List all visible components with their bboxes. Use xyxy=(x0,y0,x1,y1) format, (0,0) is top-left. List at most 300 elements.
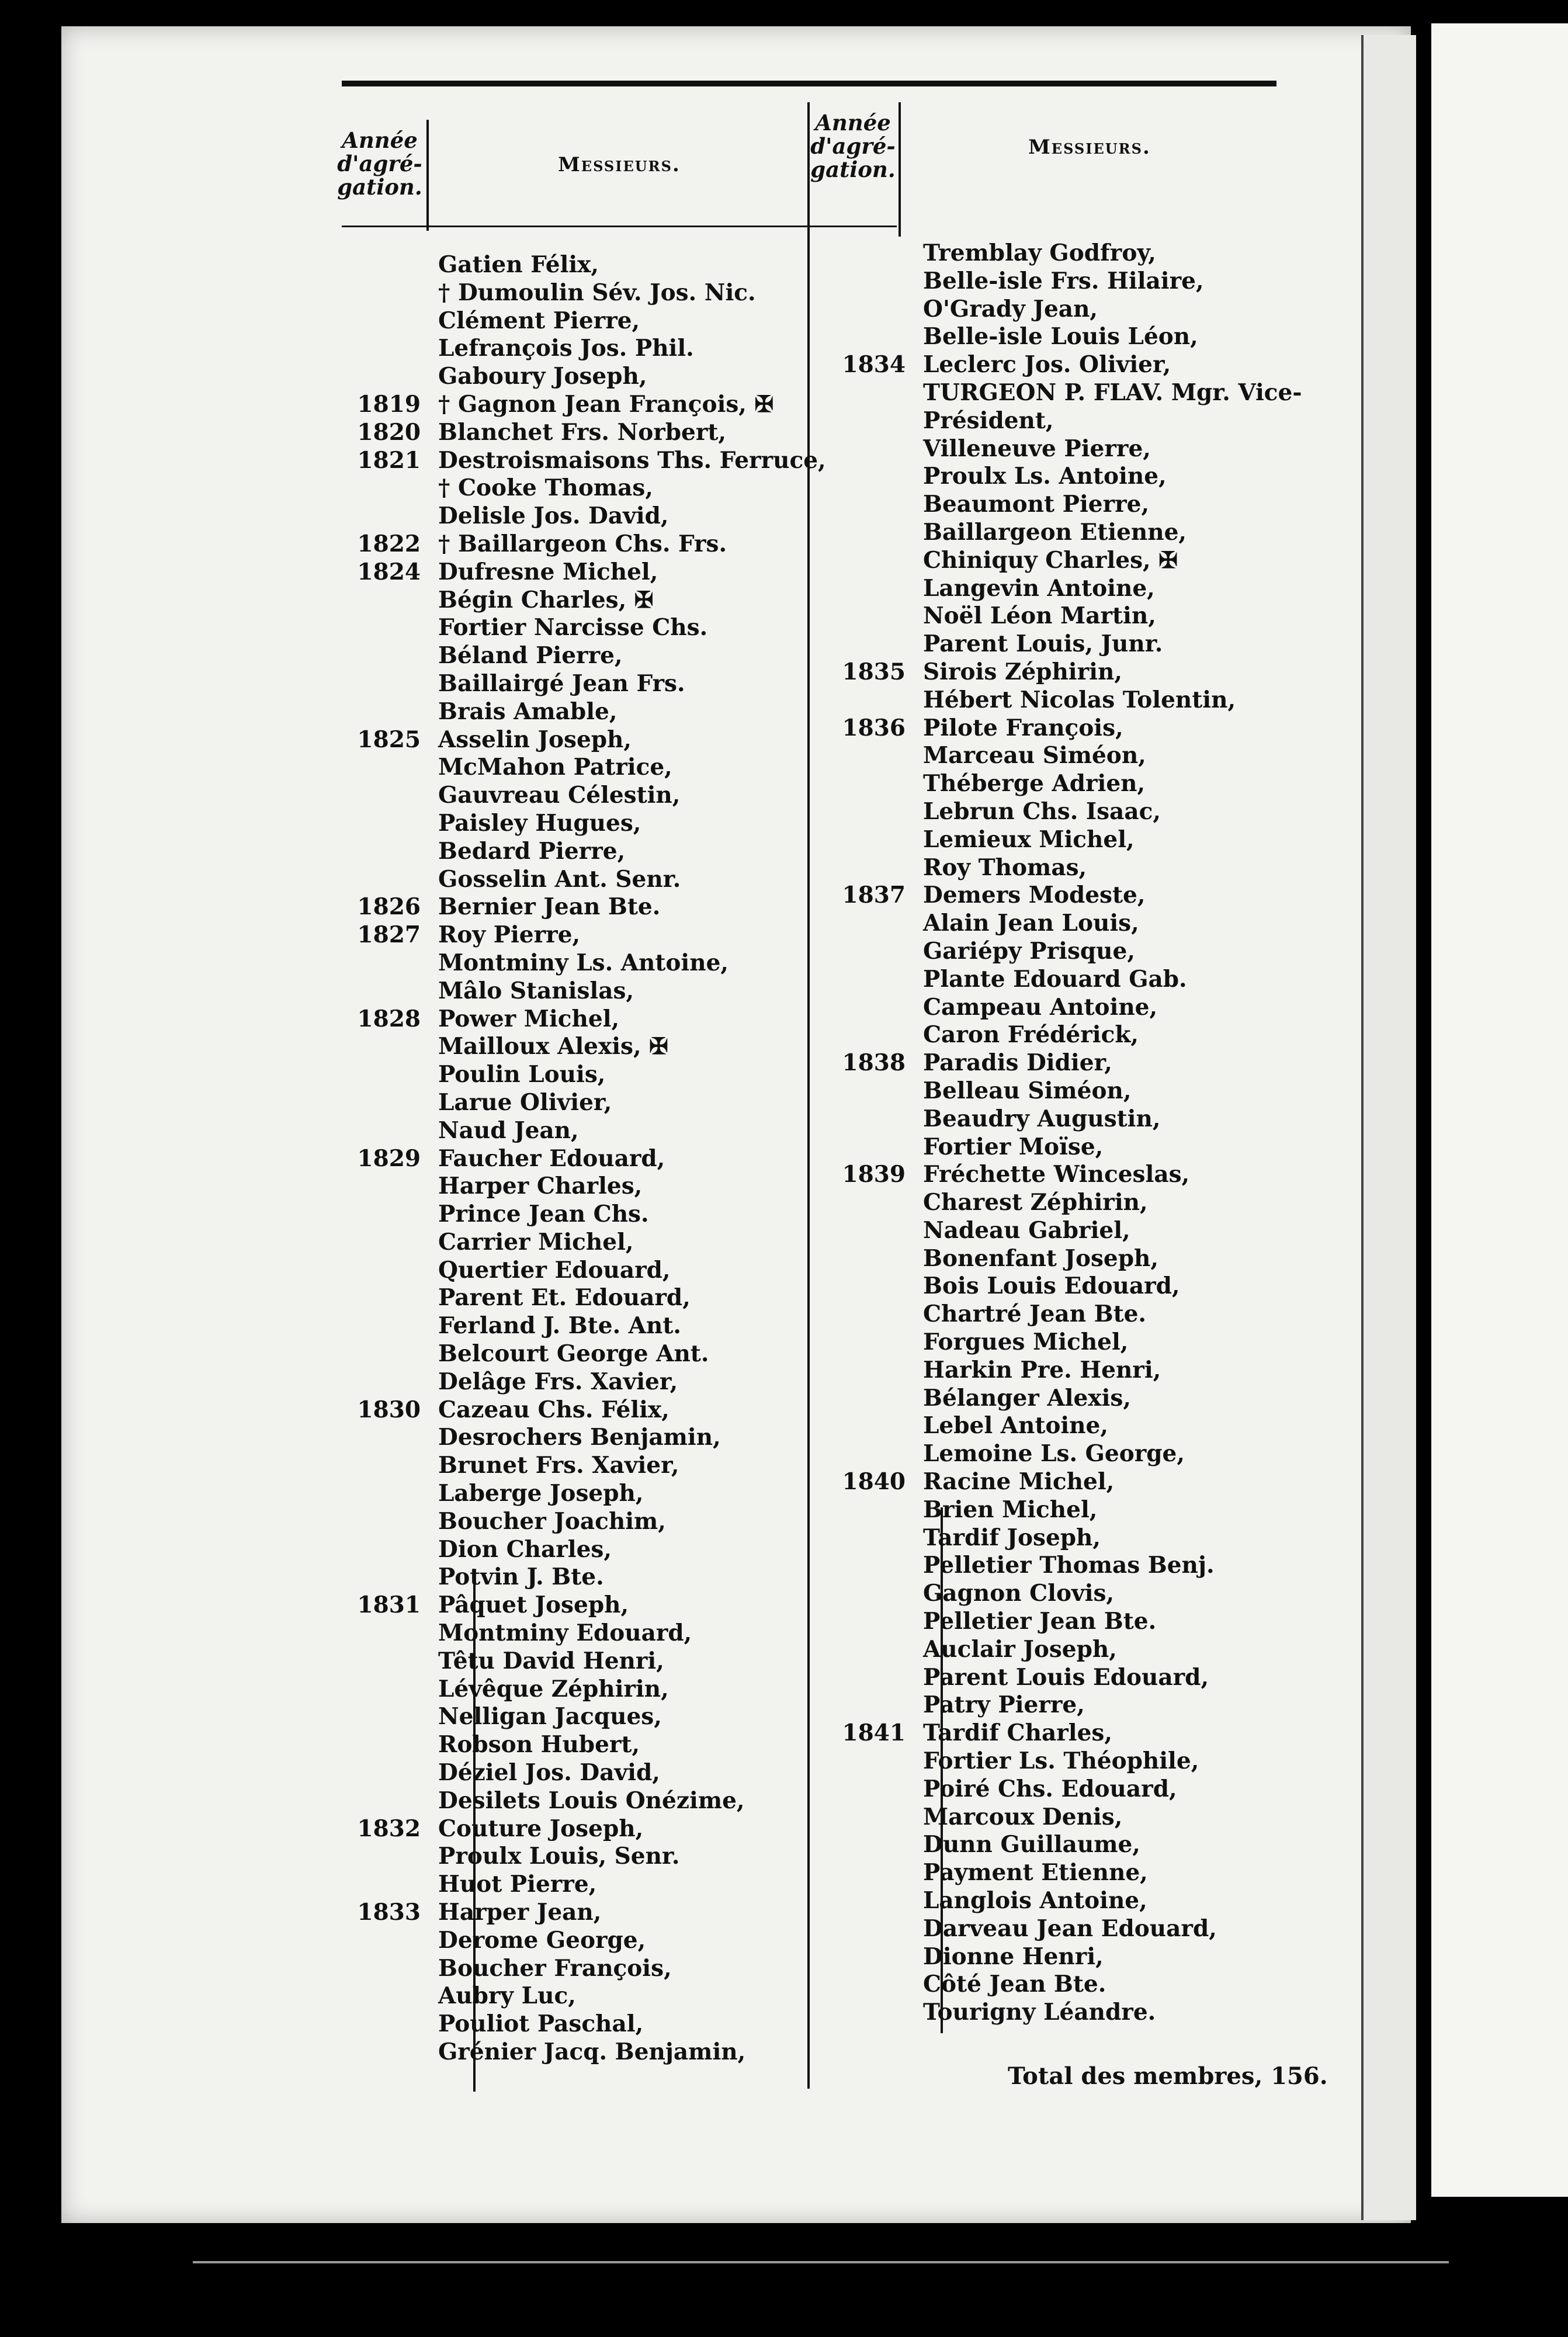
member-name: Marceau Siméon, xyxy=(923,742,1146,769)
member-name: Racine Michel, xyxy=(923,1468,1115,1496)
aggregation-year xyxy=(835,1385,923,1413)
aggregation-year xyxy=(351,502,438,530)
member-name: Fortier Ls. Théophile, xyxy=(923,1747,1199,1775)
aggregation-year xyxy=(835,1859,923,1887)
member-row xyxy=(351,1284,826,1312)
member-name: Tardif Charles, xyxy=(923,1719,1112,1747)
aggregation-year: 1827 xyxy=(357,921,421,949)
member-name: Nelligan Jacques, xyxy=(438,1703,662,1731)
member-row xyxy=(351,1396,826,1424)
aggregation-year: 1826 xyxy=(357,893,421,921)
member-row xyxy=(835,1049,1302,1077)
member-name: Parent Louis, Junr. xyxy=(923,630,1163,658)
aggregation-year xyxy=(835,1524,923,1552)
member-name: Lemoine Ls. George, xyxy=(923,1440,1185,1468)
member-name: Auclair Joseph, xyxy=(923,1635,1117,1663)
aggregation-year xyxy=(351,838,438,866)
member-name: Bernier Jean Bte. xyxy=(438,893,661,921)
aggregation-year xyxy=(835,1021,923,1049)
member-row xyxy=(835,519,1302,547)
member-name: Têtu David Henri, xyxy=(438,1647,664,1674)
member-row xyxy=(351,2038,826,2066)
member-row xyxy=(351,1703,826,1731)
member-name: Président, xyxy=(923,407,1054,434)
member-name: Harper Charles, xyxy=(438,1173,643,1200)
member-row xyxy=(351,1005,826,1034)
member-name: Poiré Chs. Edouard, xyxy=(923,1775,1177,1802)
member-row xyxy=(351,1229,826,1257)
aggregation-year: 1819 xyxy=(357,390,421,418)
member-row xyxy=(351,1648,826,1676)
member-name: Tourigny Léandre. xyxy=(923,1999,1156,2026)
year-header-left xyxy=(336,129,424,199)
header-rule xyxy=(342,226,897,227)
member-row xyxy=(351,1257,826,1285)
aggregation-year xyxy=(835,1608,923,1636)
member-row xyxy=(351,1173,826,1201)
member-row xyxy=(835,938,1302,966)
member-name: Brunet Frs. Xavier, xyxy=(438,1452,679,1479)
member-name: Paisley Hugues, xyxy=(438,809,641,837)
member-name: Parent Louis Edouard, xyxy=(923,1663,1209,1691)
member-row xyxy=(835,1357,1302,1385)
member-name: McMahon Patrice, xyxy=(438,754,672,781)
member-name: Lemieux Michel, xyxy=(923,826,1135,853)
member-row xyxy=(351,1368,826,1396)
aggregation-year: 1840 xyxy=(842,1468,906,1496)
member-row xyxy=(835,1776,1302,1804)
aggregation-year xyxy=(835,1636,923,1664)
aggregation-year: 1831 xyxy=(357,1591,421,1619)
year-header-line2: d'agré- xyxy=(810,133,896,159)
aggregation-year xyxy=(351,1340,438,1368)
aggregation-year xyxy=(835,1580,923,1608)
member-row xyxy=(835,1272,1302,1301)
member-row xyxy=(351,335,826,363)
aggregation-year xyxy=(835,1552,923,1580)
aggregation-year xyxy=(351,1201,438,1229)
aggregation-year xyxy=(835,1971,923,1999)
aggregation-year xyxy=(351,2038,438,2066)
member-name: Villeneuve Pierre, xyxy=(923,435,1151,462)
member-row xyxy=(351,614,826,642)
member-name: Pelletier Jean Bte. xyxy=(923,1608,1157,1635)
member-row xyxy=(351,1676,826,1704)
member-name: Noël Léon Martin, xyxy=(923,602,1156,630)
aggregation-year: 1836 xyxy=(842,714,906,741)
member-name: Larue Olivier, xyxy=(438,1088,612,1116)
aggregation-year xyxy=(835,1831,923,1859)
member-row xyxy=(351,1201,826,1229)
member-name: Campeau Antoine, xyxy=(923,993,1158,1021)
aggregation-year xyxy=(351,1955,438,1983)
member-row xyxy=(835,575,1302,603)
member-name: Fréchette Winceslas, xyxy=(923,1161,1190,1188)
aggregation-year xyxy=(351,698,438,726)
member-name: Patry Pierre, xyxy=(923,1691,1085,1719)
member-name: Roy Thomas, xyxy=(923,854,1087,881)
member-name: Montminy Ls. Antoine, xyxy=(438,949,729,976)
member-row xyxy=(351,893,826,921)
aggregation-year xyxy=(835,1943,923,1971)
aggregation-year xyxy=(351,670,438,698)
member-name: TURGEON P. FLAV. Mgr. Vice- xyxy=(923,379,1302,406)
member-name: Desrochers Benjamin, xyxy=(438,1424,721,1451)
member-row xyxy=(351,474,826,502)
aggregation-year xyxy=(351,474,438,502)
member-name: Blanchet Frs. Norbert, xyxy=(438,418,727,446)
member-name: Parent Et. Edouard, xyxy=(438,1284,691,1312)
member-row xyxy=(835,1133,1302,1161)
member-row xyxy=(835,1719,1302,1747)
member-row xyxy=(835,1747,1302,1776)
total-label: Total des membres, xyxy=(1008,2062,1263,2090)
member-name: Clément Pierre, xyxy=(438,307,640,334)
member-name: Langlois Antoine, xyxy=(923,1887,1147,1915)
member-row xyxy=(835,379,1302,407)
year-header-line1: Année xyxy=(342,127,418,153)
aggregation-year: 1832 xyxy=(357,1815,421,1842)
year-header-right xyxy=(809,111,897,181)
aggregation-year xyxy=(835,1189,923,1217)
member-row xyxy=(351,1340,826,1368)
member-row xyxy=(835,770,1302,798)
member-row xyxy=(835,1524,1302,1552)
member-name: Gosselin Ant. Senr. xyxy=(438,865,681,893)
divider-year-left xyxy=(426,120,429,231)
aggregation-year xyxy=(835,1887,923,1915)
aggregation-year xyxy=(351,1284,438,1312)
member-name: Desilets Louis Onézime, xyxy=(438,1787,745,1814)
aggregation-year xyxy=(835,1412,923,1440)
member-name: Mâlo Stanislas, xyxy=(438,977,634,1004)
member-row xyxy=(835,1161,1302,1189)
aggregation-year: 1825 xyxy=(357,726,421,753)
aggregation-year xyxy=(351,1536,438,1564)
member-name: Boucher François, xyxy=(438,1954,672,1982)
member-name: Langevin Antoine, xyxy=(923,574,1155,602)
member-name: Belle-isle Frs. Hilaire, xyxy=(923,267,1204,294)
member-name: Béland Pierre, xyxy=(438,642,623,670)
aggregation-year xyxy=(351,1759,438,1787)
member-row xyxy=(351,1843,826,1871)
names-header-left: Messieurs. xyxy=(558,153,681,176)
member-row xyxy=(351,1899,826,1927)
member-name: Dionne Henri, xyxy=(923,1943,1104,1970)
member-row xyxy=(835,1971,1302,1999)
year-header-line1: Année xyxy=(815,110,891,136)
aggregation-year xyxy=(835,1217,923,1245)
aggregation-year xyxy=(351,1452,438,1480)
aggregation-year xyxy=(835,910,923,938)
aggregation-year xyxy=(835,463,923,491)
aggregation-year: 1839 xyxy=(842,1161,906,1188)
member-name: Poulin Louis, xyxy=(438,1061,606,1088)
member-row xyxy=(351,419,826,447)
member-row xyxy=(351,1089,826,1117)
aggregation-year xyxy=(835,1301,923,1329)
member-row xyxy=(835,1468,1302,1496)
aggregation-year xyxy=(351,1480,438,1508)
member-name: Paradis Didier, xyxy=(923,1049,1112,1077)
member-row xyxy=(351,1955,826,1983)
member-row xyxy=(351,1061,826,1089)
aggregation-year xyxy=(835,296,923,324)
member-row xyxy=(351,1563,826,1591)
member-name: Dion Charles, xyxy=(438,1535,612,1563)
aggregation-year xyxy=(351,363,438,391)
aggregation-year xyxy=(351,1982,438,2010)
member-row xyxy=(351,2010,826,2038)
aggregation-year xyxy=(351,642,438,670)
member-row xyxy=(351,502,826,530)
aggregation-year xyxy=(835,686,923,715)
member-name: Caron Frédérick, xyxy=(923,1021,1139,1049)
member-name: Gagnon Clovis, xyxy=(923,1580,1115,1607)
member-name: Pelletier Thomas Benj. xyxy=(923,1552,1215,1579)
member-row xyxy=(835,1887,1302,1915)
aggregation-year xyxy=(835,966,923,994)
member-name: Grénier Jacq. Benjamin, xyxy=(438,2038,746,2065)
member-name: Dunn Guillaume, xyxy=(923,1831,1140,1858)
member-row xyxy=(351,1480,826,1508)
member-name: Derome George, xyxy=(438,1926,646,1954)
member-row xyxy=(351,1591,826,1620)
member-row xyxy=(835,1831,1302,1859)
member-name: Dufresne Michel, xyxy=(438,558,658,585)
member-name: Faucher Edouard, xyxy=(438,1145,665,1172)
aggregation-year xyxy=(835,798,923,826)
aggregation-year: 1841 xyxy=(842,1719,906,1747)
member-name: Delisle Jos. David, xyxy=(438,502,669,530)
member-row xyxy=(351,1871,826,1899)
year-header-line3: gation. xyxy=(810,157,896,182)
member-row xyxy=(835,742,1302,770)
aggregation-year xyxy=(351,1257,438,1285)
member-row xyxy=(835,1664,1302,1692)
member-row xyxy=(835,1943,1302,1971)
aggregation-year xyxy=(835,1077,923,1105)
member-row xyxy=(835,798,1302,826)
names-header-right: Messieurs. xyxy=(1028,136,1151,159)
aggregation-year xyxy=(351,335,438,363)
member-name: Robson Hubert, xyxy=(438,1731,640,1759)
member-row xyxy=(835,1329,1302,1357)
member-name: Boucher Joachim, xyxy=(438,1507,666,1535)
aggregation-year xyxy=(835,1999,923,2027)
member-row xyxy=(835,240,1302,268)
member-name: Fortier Narcisse Chs. xyxy=(438,614,708,642)
aggregation-year xyxy=(351,977,438,1005)
member-row xyxy=(835,268,1302,296)
member-row xyxy=(835,1608,1302,1636)
aggregation-year: 1830 xyxy=(357,1396,421,1423)
member-row xyxy=(351,838,826,866)
member-name: Déziel Jos. David, xyxy=(438,1759,660,1787)
member-name: Côté Jean Bte. xyxy=(923,1971,1106,1998)
aggregation-year xyxy=(835,770,923,798)
aggregation-year xyxy=(351,1061,438,1089)
member-name: Fortier Moïse, xyxy=(923,1133,1104,1160)
member-row xyxy=(351,251,826,279)
member-name: Gatien Félix, xyxy=(438,251,599,278)
member-row xyxy=(835,1301,1302,1329)
member-row xyxy=(351,363,826,391)
member-name: Carrier Michel, xyxy=(438,1228,634,1256)
aggregation-year: 1835 xyxy=(842,658,906,685)
aggregation-year xyxy=(835,630,923,658)
member-row xyxy=(351,1620,826,1648)
member-row xyxy=(835,435,1302,463)
member-row xyxy=(835,854,1302,882)
member-name: Gariépy Prisque, xyxy=(923,937,1135,965)
member-name: Aubry Luc, xyxy=(438,1982,576,2010)
aggregation-year xyxy=(835,1329,923,1357)
member-name: Beaumont Pierre, xyxy=(923,491,1150,518)
member-row xyxy=(835,1440,1302,1468)
aggregation-year: 1834 xyxy=(842,351,906,379)
aggregation-year xyxy=(835,1691,923,1719)
member-name: Bélanger Alexis, xyxy=(923,1384,1131,1412)
aggregation-year xyxy=(835,1440,923,1468)
member-row xyxy=(835,630,1302,658)
member-name: Proulx Louis, Senr. xyxy=(438,1843,680,1870)
aggregation-year xyxy=(351,587,438,615)
member-row xyxy=(835,323,1302,351)
member-row xyxy=(835,407,1302,435)
member-row xyxy=(351,1731,826,1759)
member-name: Bois Louis Edouard, xyxy=(923,1272,1180,1300)
member-name: Lefrançois Jos. Phil. xyxy=(438,335,694,362)
divider-year-right xyxy=(899,102,901,237)
member-name: Quertier Edouard, xyxy=(438,1256,671,1284)
member-row xyxy=(835,491,1302,519)
member-row xyxy=(835,1245,1302,1273)
aggregation-year xyxy=(351,949,438,977)
member-row xyxy=(835,1999,1302,2027)
member-row xyxy=(351,1982,826,2010)
aggregation-year xyxy=(351,1089,438,1117)
aggregation-year xyxy=(835,994,923,1022)
member-row xyxy=(835,882,1302,910)
member-row xyxy=(835,1915,1302,1943)
aggregation-year xyxy=(351,2010,438,2038)
aggregation-year xyxy=(351,782,438,810)
left-member-list xyxy=(351,251,826,2066)
member-name: Bégin Charles, ✠ xyxy=(438,586,654,613)
aggregation-year xyxy=(835,240,923,268)
aggregation-year xyxy=(835,854,923,882)
member-name: Belcourt George Ant. xyxy=(438,1340,709,1368)
member-row xyxy=(835,1496,1302,1524)
aggregation-year xyxy=(351,251,438,279)
right-member-list xyxy=(835,240,1302,2027)
member-row xyxy=(351,1787,826,1815)
member-row xyxy=(351,977,826,1005)
member-name: Forgues Michel, xyxy=(923,1329,1129,1356)
aggregation-year: 1822 xyxy=(357,530,421,557)
member-row xyxy=(351,1536,826,1564)
member-name: Lebel Antoine, xyxy=(923,1412,1108,1440)
member-name: Gaboury Joseph, xyxy=(438,363,647,390)
member-name: Sirois Zéphirin, xyxy=(923,658,1122,685)
member-row xyxy=(351,1759,826,1787)
member-name: Brien Michel, xyxy=(923,1496,1098,1523)
member-row xyxy=(835,966,1302,994)
member-name: Harkin Pre. Henri, xyxy=(923,1356,1161,1384)
aggregation-year: 1833 xyxy=(357,1899,421,1926)
aggregation-year: 1829 xyxy=(357,1145,421,1172)
aggregation-year xyxy=(835,1105,923,1133)
aggregation-year xyxy=(351,1229,438,1257)
member-name: O'Grady Jean, xyxy=(923,295,1098,323)
member-name: Bonenfant Joseph, xyxy=(923,1244,1158,1272)
member-row xyxy=(351,559,826,587)
aggregation-year xyxy=(835,1496,923,1524)
member-name: Destroismaisons Ths. Ferruce, xyxy=(438,446,826,474)
aggregation-year xyxy=(351,279,438,307)
member-row xyxy=(351,1117,826,1145)
member-name: Asselin Joseph, xyxy=(438,726,632,753)
member-row xyxy=(835,910,1302,938)
member-name: Baillargeon Etienne, xyxy=(923,518,1187,546)
member-row xyxy=(835,463,1302,491)
member-name: Cazeau Chs. Félix, xyxy=(438,1396,669,1423)
member-row xyxy=(835,826,1302,854)
member-name: Brais Amable, xyxy=(438,698,618,725)
member-row xyxy=(835,1217,1302,1245)
member-row xyxy=(835,1859,1302,1887)
member-row xyxy=(835,296,1302,324)
member-row xyxy=(351,810,826,838)
member-row xyxy=(835,994,1302,1022)
aggregation-year xyxy=(835,602,923,630)
aggregation-year xyxy=(835,742,923,770)
aggregation-year xyxy=(351,307,438,335)
member-row xyxy=(351,782,826,810)
member-name: Plante Edouard Gab. xyxy=(923,965,1187,993)
aggregation-year xyxy=(351,1927,438,1955)
aggregation-year xyxy=(351,1117,438,1145)
aggregation-year xyxy=(351,1787,438,1815)
member-name: Tremblay Godfroy, xyxy=(923,240,1156,266)
aggregation-year xyxy=(835,435,923,463)
aggregation-year xyxy=(835,323,923,351)
member-name: Hébert Nicolas Tolentin, xyxy=(923,686,1236,713)
total-value: 156. xyxy=(1271,2062,1328,2090)
member-name: † Gagnon Jean François, ✠ xyxy=(438,390,774,418)
aggregation-year xyxy=(835,547,923,575)
member-row xyxy=(835,686,1302,715)
member-name: Payment Etienne, xyxy=(923,1859,1148,1887)
member-name: Roy Pierre, xyxy=(438,921,581,949)
aggregation-year xyxy=(351,1731,438,1759)
member-row xyxy=(835,1385,1302,1413)
member-name: Prince Jean Chs. xyxy=(438,1201,649,1228)
aggregation-year: 1821 xyxy=(357,446,421,474)
page-edge xyxy=(1361,35,1416,2220)
member-name: Couture Joseph, xyxy=(438,1815,644,1842)
member-row xyxy=(351,530,826,559)
member-row xyxy=(351,1312,826,1340)
member-name: † Cooke Thomas, xyxy=(438,474,653,502)
aggregation-year xyxy=(835,1776,923,1804)
member-name: Pilote François, xyxy=(923,714,1123,741)
aggregation-year: 1828 xyxy=(357,1005,421,1032)
member-row xyxy=(351,726,826,754)
member-row xyxy=(351,307,826,335)
aggregation-year xyxy=(351,1703,438,1731)
